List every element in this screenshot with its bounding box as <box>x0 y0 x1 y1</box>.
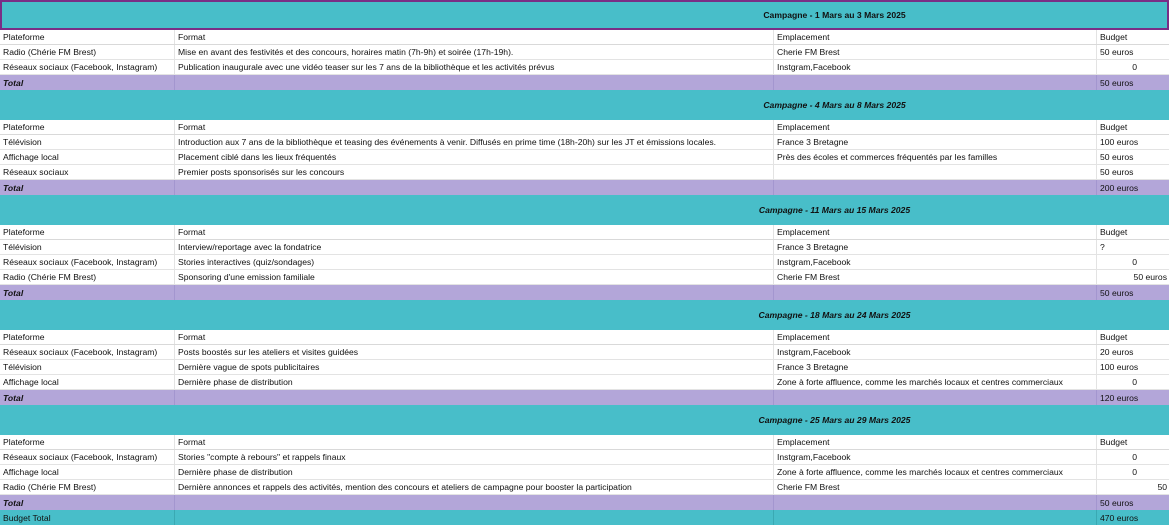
header-budget[interactable]: Budget <box>1100 437 1128 447</box>
table-row <box>0 375 1169 390</box>
header-platform[interactable]: Plateforme <box>0 30 175 44</box>
cell-format[interactable]: Dernière vague de spots publicitaires <box>175 360 774 374</box>
table-row <box>0 45 1169 60</box>
total-value[interactable]: 50 euros <box>1100 77 1134 88</box>
campaign-header-4[interactable] <box>0 300 1169 330</box>
cell-platform[interactable]: Affichage local <box>0 375 175 389</box>
cell-location[interactable]: Zone à forte affluence, comme les marchés locaux et centres commerciaux <box>774 465 1097 479</box>
cell-format[interactable]: Dernière annonces et rappels des activités, mention des concours et ateliers de campagne pour booster la participation <box>175 480 774 494</box>
cell-location[interactable]: France 3 Bretagne <box>774 360 1097 374</box>
cell-format[interactable]: Interview/reportage avec la fondatrice <box>175 240 774 254</box>
total-empty[interactable] <box>774 285 1097 300</box>
cell-platform[interactable]: Réseaux sociaux (Facebook, Instagram) <box>0 345 175 359</box>
cell-budget[interactable]: 0 <box>1132 467 1137 477</box>
cell-budget[interactable]: 50 euros <box>1100 47 1134 57</box>
cell-platform[interactable]: Affichage local <box>0 465 175 479</box>
campaign-title: Campagne - 25 Mars au 29 Mars 2025 <box>758 415 911 425</box>
header-format[interactable]: Format <box>175 225 774 239</box>
table-row <box>0 465 1169 480</box>
header-platform[interactable]: Plateforme <box>0 225 175 239</box>
table-row <box>0 165 1169 180</box>
total-empty[interactable] <box>774 495 1097 510</box>
cell-budget[interactable]: 0 <box>1132 62 1137 72</box>
cell-location[interactable]: Zone à forte affluence, comme les marchés locaux et centres commerciaux <box>774 375 1097 389</box>
cell-format[interactable]: Stories interactives (quiz/sondages) <box>175 255 774 269</box>
cell-location[interactable]: Instgram,Facebook <box>774 450 1097 464</box>
total-row <box>0 180 1169 195</box>
table-row <box>0 150 1169 165</box>
cell-budget[interactable]: 50 euros <box>1100 152 1134 162</box>
cell-format[interactable]: Publication inaugurale avec une vidéo teaser sur les 7 ans de la bibliothèque et les activités prévus <box>175 60 774 74</box>
cell-format[interactable]: Placement ciblé dans les lieux fréquentés <box>175 150 774 164</box>
cell-platform[interactable]: Télévision <box>0 360 175 374</box>
header-location[interactable]: Emplacement <box>774 435 1097 449</box>
cell-platform[interactable]: Réseaux sociaux (Facebook, Instagram) <box>0 450 175 464</box>
cell-format[interactable]: Dernière phase de distribution <box>175 375 774 389</box>
header-format[interactable]: Format <box>175 435 774 449</box>
cell-budget[interactable]: 100 euros <box>1100 362 1139 372</box>
header-location[interactable]: Emplacement <box>774 330 1097 344</box>
campaign-header-2[interactable] <box>0 90 1169 120</box>
campaign-title: Campagne - 1 Mars au 3 Mars 2025 <box>763 10 906 20</box>
campaign-title: Campagne - 18 Mars au 24 Mars 2025 <box>758 310 911 320</box>
total-label[interactable]: Total <box>0 180 175 195</box>
table-row <box>0 345 1169 360</box>
total-row <box>0 285 1169 300</box>
cell-budget[interactable]: 0 <box>1132 257 1137 267</box>
cell-platform[interactable]: Télévision <box>0 240 175 254</box>
budget-total-row <box>0 510 1169 525</box>
cell-budget[interactable]: 0 <box>1132 452 1137 462</box>
cell-location[interactable]: Cherie FM Brest <box>774 45 1097 59</box>
cell-budget[interactable]: 100 euros <box>1100 137 1139 147</box>
column-header-row <box>0 120 1169 135</box>
cell-location[interactable]: Cherie FM Brest <box>774 480 1097 494</box>
total-label[interactable]: Total <box>0 75 175 90</box>
header-platform[interactable]: Plateforme <box>0 120 175 134</box>
campaign-title: Campagne - 4 Mars au 8 Mars 2025 <box>763 100 906 110</box>
total-empty[interactable] <box>774 390 1097 405</box>
total-label[interactable]: Total <box>0 390 175 405</box>
cell-format[interactable]: Posts boostés sur les ateliers et visites guidées <box>175 345 774 359</box>
total-row <box>0 390 1169 405</box>
cell-budget[interactable]: 50 euros <box>1100 167 1134 177</box>
total-empty[interactable] <box>175 495 774 510</box>
header-budget[interactable]: Budget <box>1100 122 1128 132</box>
cell-platform[interactable]: Télévision <box>0 135 175 149</box>
header-platform[interactable]: Plateforme <box>0 330 175 344</box>
cell-location[interactable]: Instgram,Facebook <box>774 345 1097 359</box>
cell-platform[interactable]: Radio (Chérie FM Brest) <box>0 480 175 494</box>
cell-location[interactable]: Instgram,Facebook <box>774 255 1097 269</box>
total-label[interactable]: Total <box>0 495 175 510</box>
total-value[interactable]: 50 euros <box>1100 497 1134 508</box>
cell-location[interactable]: Instgram,Facebook <box>774 60 1097 74</box>
header-format[interactable]: Format <box>175 30 774 44</box>
cell-format[interactable]: Mise en avant des festivités et des concours, horaires matin (7h-9h) et soirée (17h-19h). <box>175 45 774 59</box>
table-row <box>0 255 1169 270</box>
cell-budget[interactable]: 50 euros <box>1133 272 1167 282</box>
cell-budget[interactable]: 0 <box>1132 377 1137 387</box>
total-value[interactable]: 50 euros <box>1100 287 1134 298</box>
total-empty[interactable] <box>175 285 774 300</box>
campaign-header-3[interactable] <box>0 195 1169 225</box>
table-row <box>0 360 1169 375</box>
budget-total-label[interactable]: Budget Total <box>0 510 175 525</box>
header-format[interactable]: Format <box>175 330 774 344</box>
column-header-row <box>0 30 1169 45</box>
table-row <box>0 450 1169 465</box>
cell-budget[interactable]: 50 <box>1157 482 1167 492</box>
total-empty[interactable] <box>774 180 1097 195</box>
header-platform[interactable]: Plateforme <box>0 435 175 449</box>
cell-location[interactable]: Cherie FM Brest <box>774 270 1097 284</box>
total-empty[interactable] <box>175 75 774 90</box>
cell-budget[interactable]: ? <box>1100 242 1105 252</box>
cell-platform[interactable]: Réseaux sociaux <box>0 165 175 179</box>
total-row <box>0 495 1169 510</box>
cell-format[interactable]: Introduction aux 7 ans de la bibliothèque et teasing des événements à venir. Diffusés en prime time (18h-20h) sur les JT et émissions locales. <box>175 135 774 149</box>
campaign-title: Campagne - 11 Mars au 15 Mars 2025 <box>758 205 911 215</box>
header-budget[interactable]: Budget <box>1100 227 1128 237</box>
total-empty[interactable] <box>175 180 774 195</box>
cell-location[interactable] <box>774 165 1097 179</box>
cell-format[interactable]: Dernière phase de distribution <box>175 465 774 479</box>
header-format[interactable]: Format <box>175 120 774 134</box>
total-row <box>0 75 1169 90</box>
header-budget[interactable]: Budget <box>1100 332 1128 342</box>
cell-location[interactable]: France 3 Bretagne <box>774 135 1097 149</box>
table-row <box>0 240 1169 255</box>
column-header-row <box>0 330 1169 345</box>
budget-total-value[interactable]: 470 euros <box>1100 512 1139 523</box>
cell-location[interactable]: France 3 Bretagne <box>774 240 1097 254</box>
cell-platform[interactable]: Réseaux sociaux (Facebook, Instagram) <box>0 60 175 74</box>
header-location[interactable]: Emplacement <box>774 225 1097 239</box>
campaign-header-5[interactable] <box>0 405 1169 435</box>
cell-platform[interactable]: Radio (Chérie FM Brest) <box>0 270 175 284</box>
cell-format[interactable]: Sponsoring d'une emission familiale <box>175 270 774 284</box>
header-location[interactable]: Emplacement <box>774 30 1097 44</box>
total-value[interactable]: 120 euros <box>1100 392 1139 403</box>
cell-platform[interactable]: Radio (Chérie FM Brest) <box>0 45 175 59</box>
cell-location[interactable]: Près des écoles et commerces fréquentés par les familles <box>774 150 1097 164</box>
table-row <box>0 135 1169 150</box>
table-row <box>0 480 1169 495</box>
total-empty[interactable] <box>175 390 774 405</box>
total-label[interactable]: Total <box>0 285 175 300</box>
header-budget[interactable]: Budget <box>1100 32 1128 42</box>
column-header-row <box>0 225 1169 240</box>
cell-budget[interactable]: 20 euros <box>1100 347 1134 357</box>
total-value[interactable]: 200 euros <box>1100 182 1139 193</box>
header-location[interactable]: Emplacement <box>774 120 1097 134</box>
total-empty[interactable] <box>175 510 774 525</box>
campaign-header-1[interactable] <box>0 0 1169 30</box>
cell-platform[interactable]: Affichage local <box>0 150 175 164</box>
table-row <box>0 60 1169 75</box>
table-row <box>0 270 1169 285</box>
cell-format[interactable]: Premier posts sponsorisés sur les concours <box>175 165 774 179</box>
cell-platform[interactable]: Réseaux sociaux (Facebook, Instagram) <box>0 255 175 269</box>
column-header-row <box>0 435 1169 450</box>
total-empty[interactable] <box>774 510 1097 525</box>
total-empty[interactable] <box>774 75 1097 90</box>
cell-format[interactable]: Stories "compte à rebours" et rappels finaux <box>175 450 774 464</box>
